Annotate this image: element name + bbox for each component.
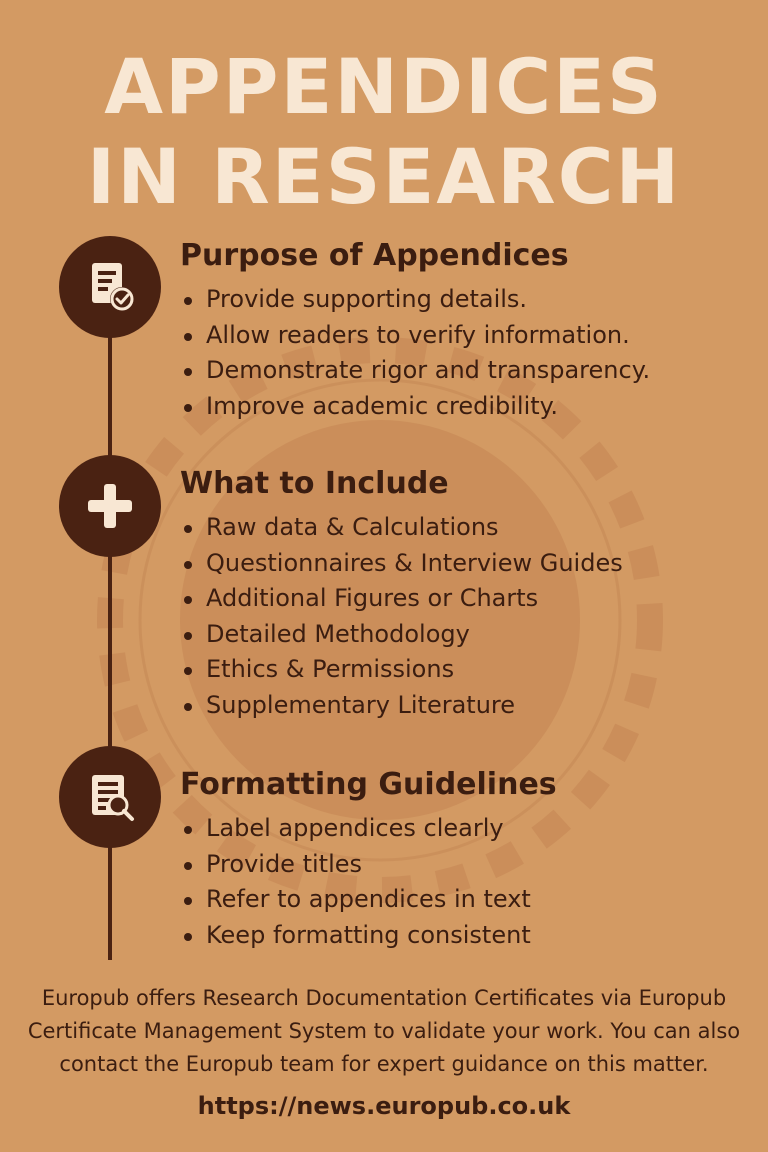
list-item: Additional Figures or Charts bbox=[180, 581, 750, 617]
section-purpose bbox=[180, 236, 750, 424]
title-line-2: IN RESEARCH bbox=[86, 132, 682, 221]
document-search-icon bbox=[80, 767, 140, 827]
timeline-line bbox=[108, 300, 112, 960]
list-item: Provide supporting details. bbox=[180, 282, 750, 318]
list-item: Improve academic credibility. bbox=[180, 389, 750, 425]
document-check-icon bbox=[80, 257, 140, 317]
footer-url-link[interactable]: https://news.europub.co.uk bbox=[197, 1092, 571, 1120]
list-item: Allow readers to verify information. bbox=[180, 318, 750, 354]
title-line-1: APPENDICES bbox=[104, 42, 664, 131]
section-heading: Purpose of Appendices bbox=[180, 238, 569, 273]
footer-note bbox=[20, 982, 748, 1081]
list-item: Raw data & Calculations bbox=[180, 510, 750, 546]
section-formatting bbox=[180, 765, 750, 953]
bullet-list bbox=[180, 282, 750, 424]
list-item: Supplementary Literature bbox=[180, 688, 750, 724]
badge-include bbox=[59, 455, 161, 557]
page-title bbox=[0, 42, 768, 222]
list-item: Label appendices clearly bbox=[180, 811, 750, 847]
list-item: Questionnaires & Interview Guides bbox=[180, 546, 750, 582]
list-item: Refer to appendices in text bbox=[180, 882, 750, 918]
badge-formatting bbox=[59, 746, 161, 848]
bullet-list bbox=[180, 510, 750, 723]
section-heading: Formatting Guidelines bbox=[180, 767, 557, 802]
section-heading: What to Include bbox=[180, 466, 449, 501]
badge-purpose bbox=[59, 236, 161, 338]
list-item: Demonstrate rigor and transparency. bbox=[180, 353, 750, 389]
list-item: Provide titles bbox=[180, 847, 750, 883]
bullet-list bbox=[180, 811, 750, 953]
footer-text: Europub offers Research Documentation Certificates via Europub Certificate Management System to validate your work. You can also contact the Europub team for expert guidance on this matter. bbox=[27, 986, 741, 1076]
list-item: Detailed Methodology bbox=[180, 617, 750, 653]
list-item: Ethics & Permissions bbox=[180, 652, 750, 688]
list-item: Keep formatting consistent bbox=[180, 918, 750, 954]
section-include bbox=[180, 464, 750, 723]
plus-icon bbox=[82, 478, 138, 534]
